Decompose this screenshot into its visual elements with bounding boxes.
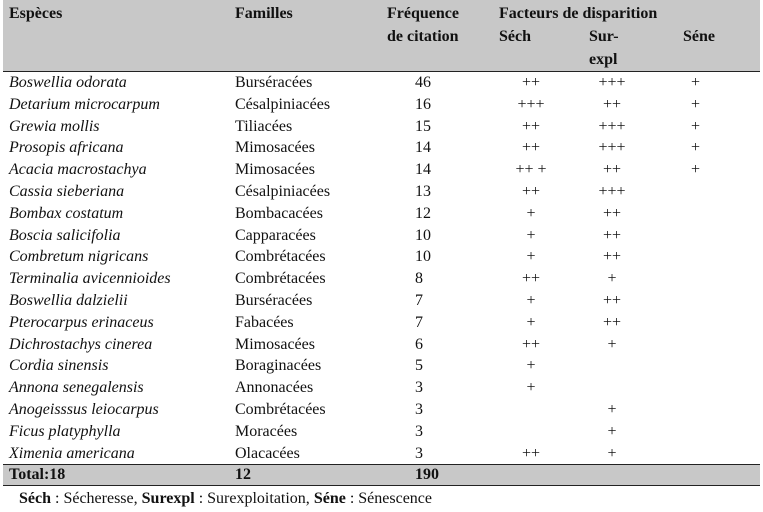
sene-cell (663, 290, 760, 312)
sech-cell: ++ (521, 117, 541, 135)
sene-cell: + (691, 139, 701, 157)
family-cell: Boraginacées (235, 357, 322, 375)
sene-cell (663, 443, 760, 465)
family-cell: Combrétacées (235, 270, 326, 288)
family-cell: Combrétacées (235, 248, 326, 266)
legend-value-sene: : Sénescence (345, 490, 432, 508)
frequency-cell: 13 (415, 182, 431, 200)
header-surexpl-line2: expl (581, 48, 663, 72)
frequency-cell: 3 (415, 422, 423, 440)
family-cell: Combrétacées (235, 400, 326, 418)
species-cell: Terminalia avicennioides (9, 270, 171, 288)
table-row (3, 246, 760, 268)
table-row (3, 312, 760, 334)
sech-cell: +++ (517, 95, 545, 113)
sene-cell: + (691, 161, 701, 179)
species-cell: Detarium microcarpum (9, 95, 160, 113)
total-frequency: 190 (385, 465, 495, 486)
family-cell: Mimosacées (235, 139, 315, 157)
sech-cell: ++ (521, 335, 541, 353)
species-cell: Grewia mollis (9, 117, 100, 135)
legend-key-sech: Séch (19, 490, 51, 508)
legend (3, 490, 760, 508)
species-cell: Boscia salicifolia (9, 226, 121, 244)
species-cell: Boswellia dalzielii (9, 291, 128, 309)
sene-cell (663, 203, 760, 225)
table-row (3, 443, 760, 465)
table-row (3, 334, 760, 356)
legend-value-surexpl: : Surexploitation, (194, 490, 314, 508)
sech-cell: + (526, 313, 536, 331)
surexpl-cell: ++ (602, 248, 622, 266)
family-cell: Annonacées (235, 379, 314, 397)
total-label: Total:18 (3, 465, 235, 486)
sene-cell (663, 225, 760, 247)
species-cell: Combretum nigricans (9, 248, 149, 266)
table-row (3, 159, 760, 181)
species-cell: Ximenia americana (9, 444, 135, 462)
sech-cell: ++ (521, 74, 541, 91)
species-cell: Pterocarpus erinaceus (9, 313, 154, 331)
frequency-cell: 6 (415, 335, 423, 353)
frequency-cell: 16 (415, 95, 431, 113)
frequency-cell: 14 (415, 161, 431, 179)
header-frequency-line2: de citation (385, 25, 495, 48)
legend-key-surexpl: Surexpl (141, 490, 195, 508)
header-family: Familles (235, 0, 385, 25)
sene-cell: + (691, 117, 701, 135)
frequency-cell: 12 (415, 204, 431, 222)
table-row (3, 203, 760, 225)
sene-cell (663, 421, 760, 443)
family-cell: Césalpiniacées (235, 95, 331, 113)
table-header (3, 0, 760, 72)
frequency-cell: 10 (415, 226, 431, 244)
surexpl-cell: ++ (602, 204, 622, 222)
sene-cell: + (691, 74, 701, 91)
frequency-cell: 14 (415, 139, 431, 157)
sech-cell: + (526, 204, 536, 222)
family-cell: Fabacées (235, 313, 294, 331)
legend-key-sene: Séne (313, 490, 346, 508)
surexpl-cell: ++ (602, 226, 622, 244)
surexpl-cell (581, 355, 663, 377)
sene-cell (663, 181, 760, 203)
family-cell: Tiliacées (235, 117, 293, 135)
surexpl-cell: +++ (598, 139, 626, 157)
frequency-cell: 46 (415, 74, 431, 91)
family-cell: Moracées (235, 422, 298, 440)
sech-cell: + (526, 357, 536, 375)
surexpl-cell: +++ (598, 117, 626, 135)
family-cell: Olacacées (235, 444, 300, 462)
sech-cell: + (526, 379, 536, 397)
species-cell: Cordia sinensis (9, 357, 109, 375)
species-cell: Cassia sieberiana (9, 182, 125, 200)
species-cell: Prosopis africana (9, 139, 124, 157)
table-row (3, 421, 760, 443)
table-row (3, 290, 760, 312)
table-row (3, 137, 760, 159)
frequency-cell: 7 (415, 291, 423, 309)
sech-cell: ++ (521, 270, 541, 288)
family-cell: Burséracées (235, 74, 313, 91)
surexpl-cell: ++ (602, 95, 622, 113)
family-cell: Bombacacées (235, 204, 323, 222)
sene-cell (663, 399, 760, 421)
sech-cell: ++ (521, 444, 541, 462)
header-surexpl-line1: Sur- (581, 25, 663, 48)
legend-value-sech: : Sécheresse, (51, 490, 142, 508)
sene-cell (663, 312, 760, 334)
family-cell: Burséracées (235, 291, 313, 309)
sech-cell: + (526, 226, 536, 244)
sene-cell (663, 334, 760, 356)
sech-cell: + (526, 291, 536, 309)
header-factors: Facteurs de disparition (495, 0, 760, 25)
table-row (3, 116, 760, 138)
surexpl-cell (581, 377, 663, 399)
sech-cell (495, 399, 581, 421)
frequency-cell: 3 (415, 444, 423, 462)
sech-cell (495, 421, 581, 443)
species-cell: Annona senegalensis (9, 379, 144, 397)
sech-cell: + (526, 248, 536, 266)
frequency-cell: 7 (415, 313, 423, 331)
frequency-cell: 5 (415, 357, 423, 375)
sene-cell (663, 268, 760, 290)
species-cell: Acacia macrostachya (9, 161, 147, 179)
frequency-cell: 10 (415, 248, 431, 266)
table-row (3, 268, 760, 290)
header-frequency-line1: Fréquence (385, 0, 495, 25)
species-cell: Ficus platyphylla (9, 422, 121, 440)
frequency-cell: 3 (415, 379, 423, 397)
surexpl-cell: + (607, 422, 617, 440)
sech-cell: ++ + (515, 161, 547, 179)
frequency-cell: 8 (415, 270, 423, 288)
sech-cell: ++ (521, 139, 541, 157)
table-row (3, 94, 760, 116)
surexpl-cell: + (607, 335, 617, 353)
header-species: Espèces (3, 0, 235, 25)
surexpl-cell: + (607, 400, 617, 418)
sene-cell (663, 246, 760, 268)
header-sech: Séch (495, 25, 581, 48)
sene-cell (663, 355, 760, 377)
species-table-container (3, 0, 760, 508)
species-cell: Anogeisssus leiocarpus (9, 400, 159, 418)
species-cell: Boswellia odorata (9, 74, 127, 91)
species-cell: Dichrostachys cinerea (9, 335, 153, 353)
sech-cell: ++ (521, 182, 541, 200)
surexpl-cell: ++ (602, 313, 622, 331)
total-row (3, 465, 760, 486)
frequency-cell: 3 (415, 400, 423, 418)
table-row (3, 181, 760, 203)
family-cell: Mimosacées (235, 161, 315, 179)
family-cell: Césalpiniacées (235, 182, 331, 200)
total-families: 12 (235, 465, 385, 486)
sene-cell (663, 377, 760, 399)
table-body (3, 72, 760, 465)
surexpl-cell: ++ (602, 161, 622, 179)
family-cell: Capparacées (235, 226, 316, 244)
table-row (3, 72, 760, 94)
family-cell: Mimosacées (235, 335, 315, 353)
surexpl-cell: +++ (598, 182, 626, 200)
table-row (3, 399, 760, 421)
table-row (3, 225, 760, 247)
species-table (3, 0, 760, 486)
surexpl-cell: +++ (598, 74, 626, 91)
frequency-cell: 15 (415, 117, 431, 135)
sene-cell: + (691, 95, 701, 113)
surexpl-cell: ++ (602, 291, 622, 309)
table-row (3, 355, 760, 377)
table-row (3, 377, 760, 399)
species-cell: Bombax costatum (9, 204, 124, 222)
header-sene: Séne (663, 25, 760, 48)
surexpl-cell: + (607, 270, 617, 288)
surexpl-cell: + (607, 444, 617, 462)
